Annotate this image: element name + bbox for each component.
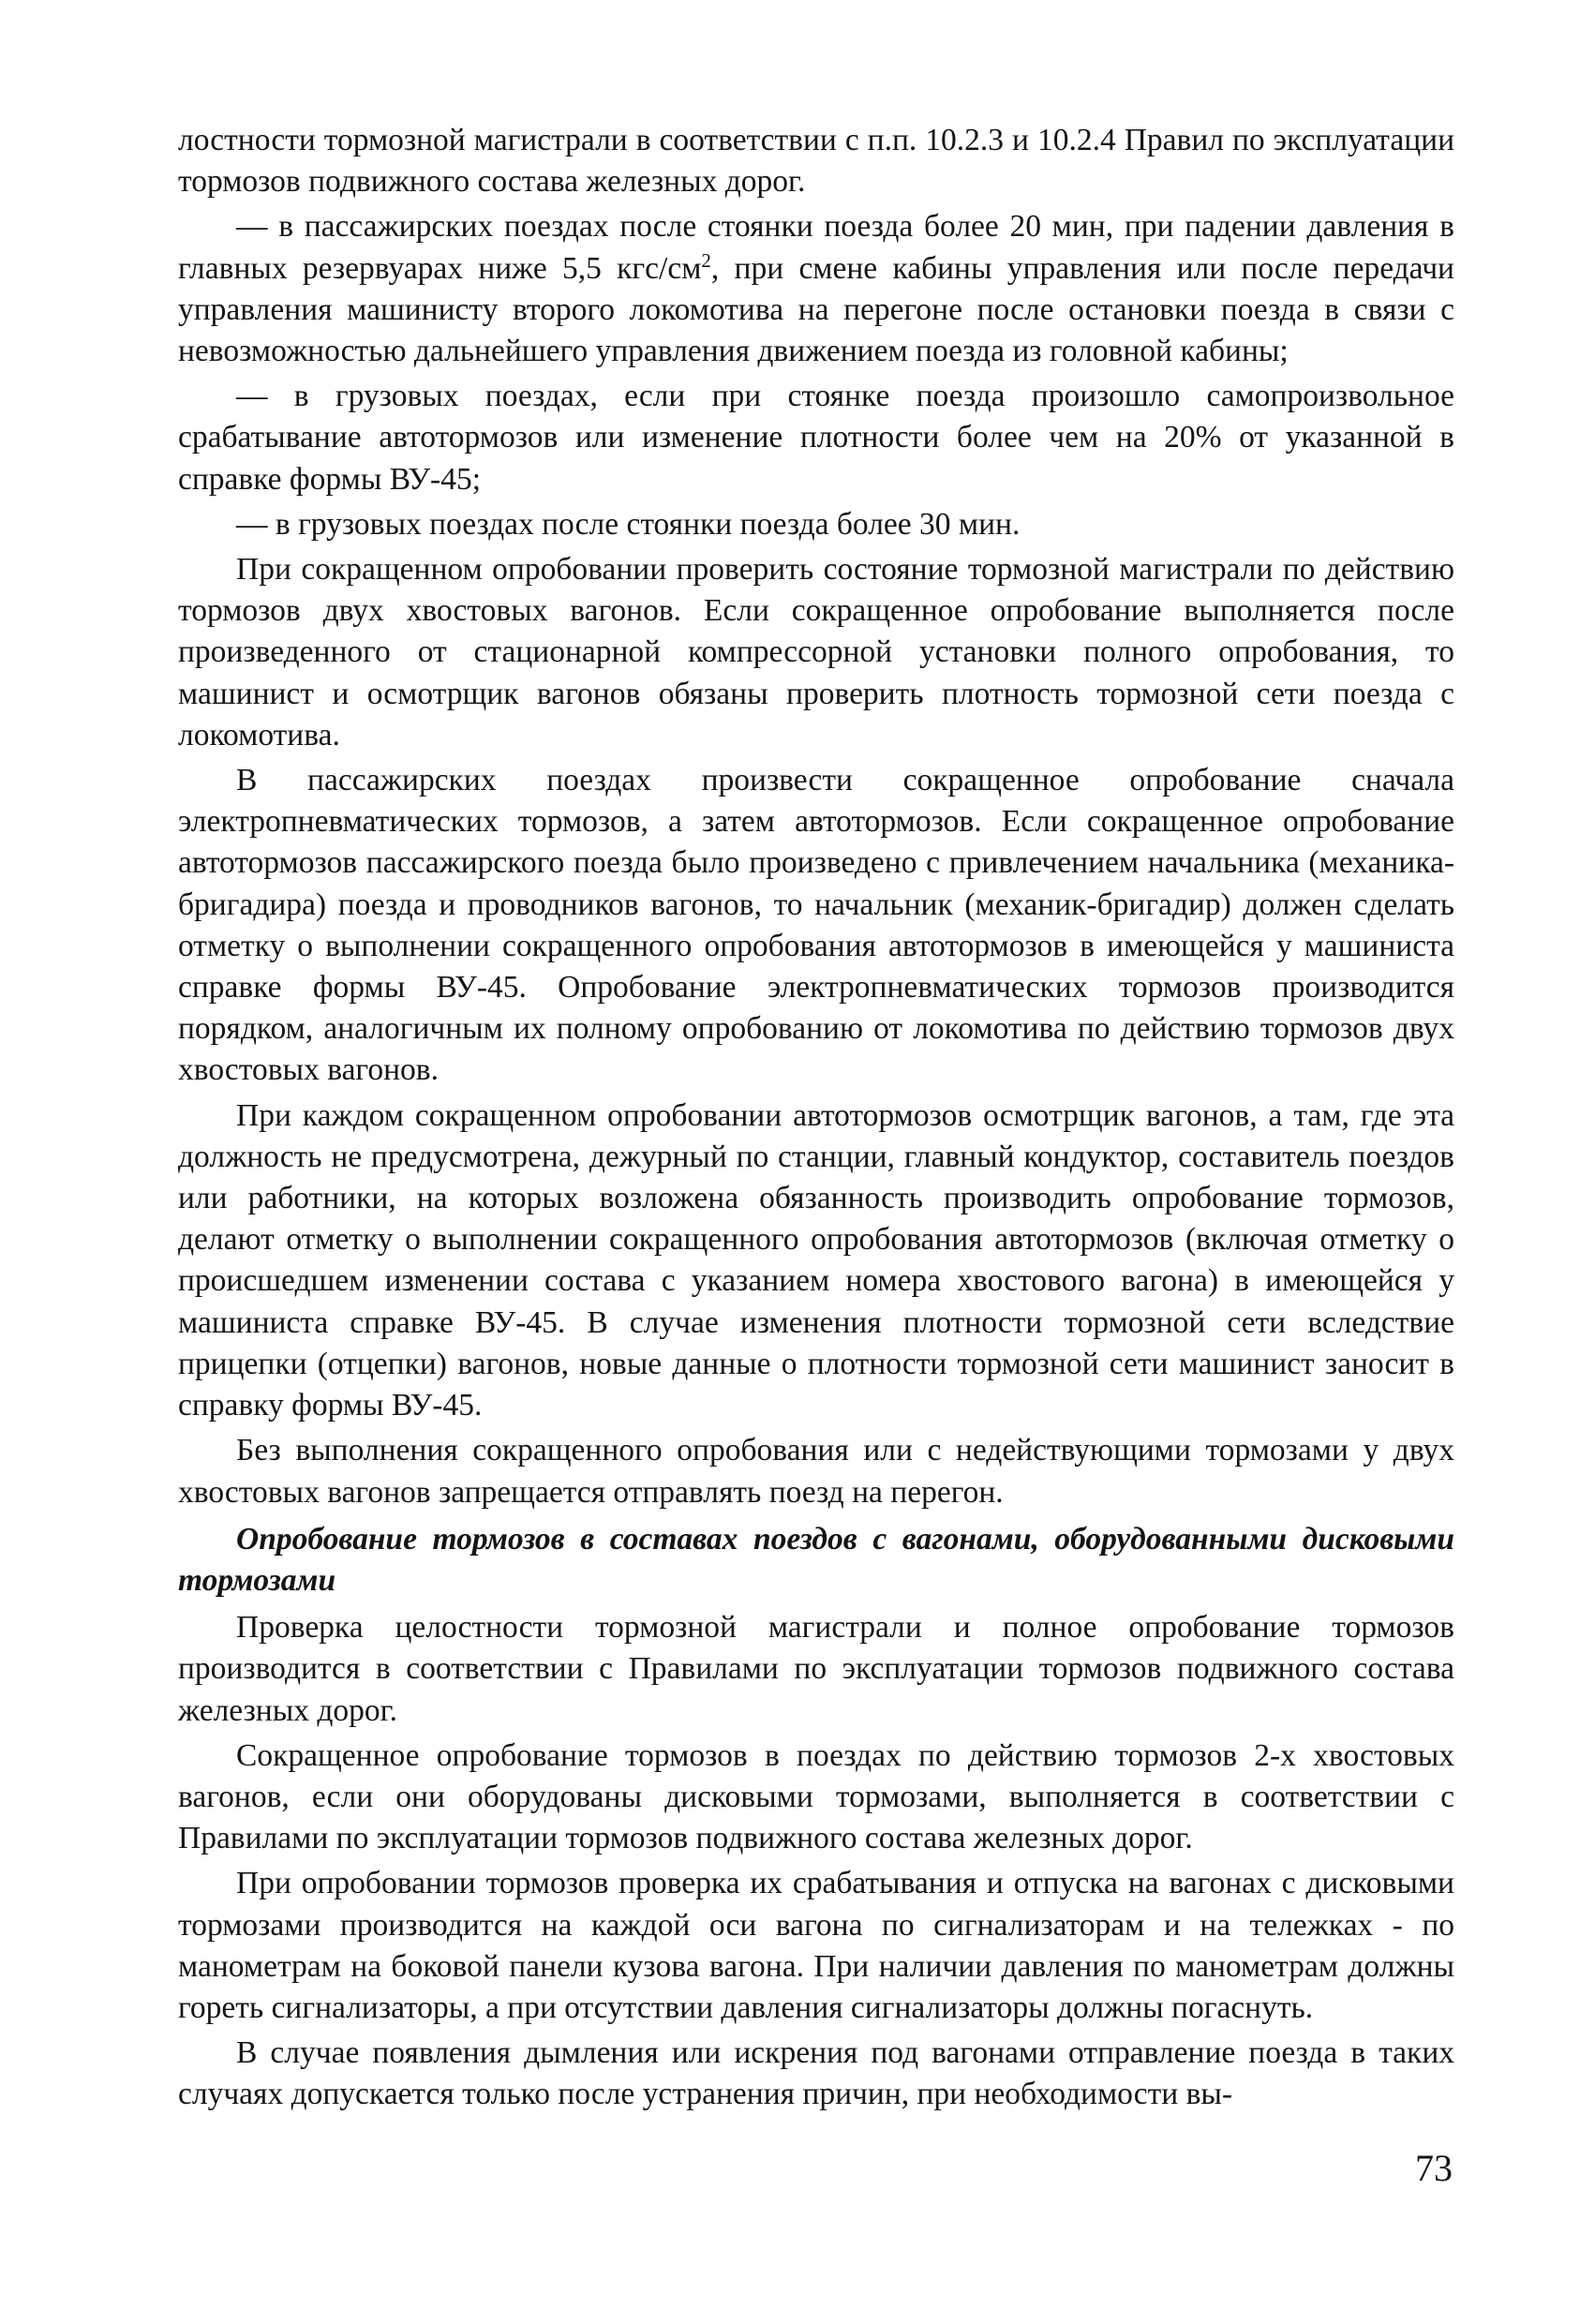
document-page bbox=[178, 120, 1454, 2120]
paragraph-passenger-short-test: В пассажирских поездах произвести сокращенное опробование сначала электропневматических тормозов, а затем автотормозов. Если сокращенное опробование автотормозов пассажирского поезда было произведено с привлечением начальника (механика-бригадира) поезда и проводников вагонов, то начальник (механик-бригадир) должен сделать отметку о выполнении сокращенного опробования автотормозов в имеющейся у машиниста справке формы ВУ-45. Опробование электропневматических тормозов производится порядком, аналогичным их полному опробованию от локомотива по действию тормозов двух хвостовых вагонов. bbox=[178, 763, 1454, 1088]
paragraph-freight-trains-condition: — в грузовых поездах, если при стоянке поезда произошло самопроизвольное срабатывание автотормозов или изменение плотности более чем на 20% от указанной в справке формы ВУ-45; bbox=[178, 379, 1454, 497]
section-heading-disc-brakes: Опробование тормозов в составах поездов с вагонами, оборудованными дисковыми тормозами bbox=[178, 1521, 1454, 1598]
paragraph-smoke-sparks: В случае появления дымления или искрения под вагонами отправление поезда в таких случаях допускается только после устранения причин, при необходимости вы- bbox=[178, 2035, 1454, 2112]
paragraph-passenger-trains-condition bbox=[178, 206, 1454, 372]
paragraph-short-test-disc: Сокращенное опробование тормозов в поездах по действию тормозов 2-х хвостовых вагонов, если они оборудованы дисковыми тормозами, выполняется в соответствии с Правилами по эксплуатации тормозов подвижного состава железных дорог. bbox=[178, 1737, 1454, 1856]
paragraph-signalizers: При опробовании тормозов проверка их срабатывания и отпуска на вагонах с дисковыми тормозами производится на каждой оси вагона по сигнализаторам и на тележках - по манометрам на боковой панели кузова вагона. При наличии давления по манометрам должны гореть сигнализаторы, а при отсутствии давления сигнализаторы должны погаснуть. bbox=[178, 1866, 1454, 2025]
paragraph-short-test: При сокращенном опробовании проверить состояние тормозной магистрали по действию тормозов двух хвостовых вагонов. Если сокращенное опробование выполняется после произведенного от стационарной компрессорной установки полного опробования, то машинист и осмотрщик вагонов обязаны проверить плотность тормозной сети поезда с локомотива. bbox=[178, 552, 1454, 752]
paragraph-each-short-test: При каждом сокращенном опробовании автотормозов осмотрщик вагонов, а там, где эта должность не предусмотрена, дежурный по станции, главный кондуктор, составитель поездов или работники, на которых возложена обязанность производить опробование тормозов, делают отметку о выполнении сокращенного опробования автотормозов (включая отметку о происшедшем изменении состава с указанием номера хвостового вагона) в имеющейся у машиниста справке ВУ-45. В случае изменения плотности тормозной сети вследствие прицепки (отцепки) вагонов, новые данные о плотности тормозной сети машинист заносит в справку формы ВУ-45. bbox=[178, 1097, 1454, 1423]
paragraph-passenger-lead: — в пассажирских поездах после стоянки поезда более 20 мин, при падении давления в главных резервуарах ниже 5,5 кгс/см bbox=[178, 209, 1454, 286]
paragraph-freight-parking-condition: — в грузовых поездах после стоянки поезда более 30 мин. bbox=[236, 506, 1021, 542]
paragraph-continuation: лостности тормозной магистрали в соответствии с п.п. 10.2.3 и 10.2.4 Правил по эксплуатации тормозов подвижного состава железных дорог. bbox=[178, 123, 1454, 200]
paragraph-passenger-tail: , при смене кабины управления или после передачи управления машинисту второго локомотива на перегоне после остановки поезда в связи с невозможностью дальнейшего управления движением поезда из головной кабины; bbox=[178, 250, 1454, 369]
page-number: 73 bbox=[1415, 2147, 1453, 2189]
superscript-2: 2 bbox=[701, 248, 711, 272]
paragraph-prohibition: Без выполнения сокращенного опробования или с недействующими тормозами у двух хвостовых вагонов запрещается отправлять поезд на перегон. bbox=[178, 1433, 1454, 1510]
paragraph-full-test: Проверка целостности тормозной магистрали и полное опробование тормозов производится в соответствии с Правилами по эксплуатации тормозов подвижного состава железных дорог. bbox=[178, 1610, 1454, 1728]
